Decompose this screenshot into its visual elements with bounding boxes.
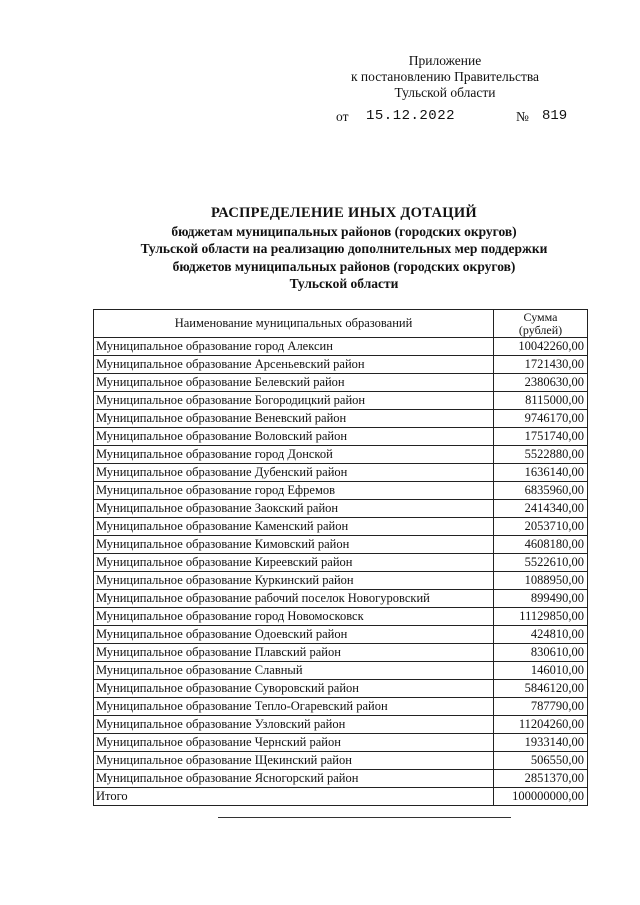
table-row [94, 374, 588, 392]
title-line-2: бюджетам муниципальных районов (городских округов) [171, 223, 517, 239]
municipality-name: Муниципальное образование Одоевский район [94, 626, 494, 644]
subsidy-amount: 8115000,00 [494, 392, 588, 410]
table-row [94, 338, 588, 356]
total-amount: 100000000,00 [494, 788, 588, 806]
title-line-4: бюджетов муниципальных районов (городских округов) [172, 258, 516, 274]
number-sign: № [516, 109, 529, 124]
municipality-name: Муниципальное образование Славный [94, 662, 494, 680]
municipality-name: Муниципальное образование Заокский район [94, 500, 494, 518]
end-divider [218, 817, 511, 818]
municipality-name: Муниципальное образование город Ефремов [94, 482, 494, 500]
subsidy-amount: 1088950,00 [494, 572, 588, 590]
municipality-name: Муниципальное образование Суворовский район [94, 680, 494, 698]
title-line-3: Тульской области на реализацию дополнительных мер поддержки [140, 241, 548, 257]
subsidy-amount: 10042260,00 [494, 338, 588, 356]
municipality-name: Муниципальное образование Тепло-Огаревский район [94, 698, 494, 716]
table-body [94, 338, 588, 788]
decree-number: 819 [542, 108, 568, 124]
decree-reference [336, 108, 576, 126]
municipality-name: Муниципальное образование Плавский район [94, 644, 494, 662]
table-row [94, 356, 588, 374]
municipality-name: Муниципальное образование Чернский район [94, 734, 494, 752]
appendix-ref: к постановлению Правительства [350, 69, 540, 84]
subsidy-amount: 830610,00 [494, 644, 588, 662]
municipality-name: Муниципальное образование Воловский район [94, 428, 494, 446]
table-header-row [94, 310, 588, 338]
subsidy-amount: 146010,00 [494, 662, 588, 680]
municipality-name: Муниципальное образование Куркинский район [94, 572, 494, 590]
table-row [94, 590, 588, 608]
appendix-title: Приложение [408, 53, 482, 68]
table-row [94, 554, 588, 572]
municipality-name: Муниципальное образование Ясногорский район [94, 770, 494, 788]
table-row [94, 626, 588, 644]
municipality-name: Муниципальное образование рабочий поселок Новогуровский [94, 590, 494, 608]
table-row [94, 608, 588, 626]
municipality-name: Муниципальное образование город Донской [94, 446, 494, 464]
header-name: Наименование муниципальных образований [94, 310, 494, 338]
table-row [94, 716, 588, 734]
municipality-name: Муниципальное образование город Новомосковск [94, 608, 494, 626]
table-row [94, 446, 588, 464]
total-label: Итого [94, 788, 494, 806]
appendix-block [330, 53, 560, 101]
table-row [94, 752, 588, 770]
subsidy-amount: 5522610,00 [494, 554, 588, 572]
title-main: РАСПРЕДЕЛЕНИЕ ИНЫХ ДОТАЦИЙ [210, 205, 478, 221]
table-row [94, 698, 588, 716]
subsidy-amount: 1751740,00 [494, 428, 588, 446]
subsidy-amount: 2414340,00 [494, 500, 588, 518]
table-row [94, 428, 588, 446]
municipality-name: Муниципальное образование Белевский район [94, 374, 494, 392]
table-row [94, 410, 588, 428]
subsidy-amount: 899490,00 [494, 590, 588, 608]
subsidy-amount: 5522880,00 [494, 446, 588, 464]
table-row [94, 392, 588, 410]
table-row [94, 500, 588, 518]
municipality-name: Муниципальное образование город Алексин [94, 338, 494, 356]
subsidy-amount: 11204260,00 [494, 716, 588, 734]
subsidy-amount: 4608180,00 [494, 536, 588, 554]
municipality-name: Муниципальное образование Арсеньевский район [94, 356, 494, 374]
table-row [94, 518, 588, 536]
date-prefix: от [336, 109, 349, 124]
table-row [94, 734, 588, 752]
table-row [94, 644, 588, 662]
table-row [94, 536, 588, 554]
subsidy-amount: 1636140,00 [494, 464, 588, 482]
appendix-region: Тульской области [394, 85, 496, 100]
table-row [94, 572, 588, 590]
subsidy-amount: 2053710,00 [494, 518, 588, 536]
table-row [94, 680, 588, 698]
total-row [94, 788, 588, 806]
subsidy-amount: 11129850,00 [494, 608, 588, 626]
municipality-name: Муниципальное образование Дубенский район [94, 464, 494, 482]
municipality-name: Муниципальное образование Узловский район [94, 716, 494, 734]
subsidy-amount: 2380630,00 [494, 374, 588, 392]
subsidy-amount: 424810,00 [494, 626, 588, 644]
subsidy-amount: 1933140,00 [494, 734, 588, 752]
subsidy-amount: 5846120,00 [494, 680, 588, 698]
header-amount-line1: Сумма [523, 309, 558, 324]
subsidy-amount: 9746170,00 [494, 410, 588, 428]
title-line-5: Тульской области [289, 276, 399, 292]
table-row [94, 662, 588, 680]
subsidy-amount: 506550,00 [494, 752, 588, 770]
table-row [94, 464, 588, 482]
table-row [94, 770, 588, 788]
distribution-table [93, 309, 588, 806]
municipality-name: Муниципальное образование Кимовский район [94, 536, 494, 554]
municipality-name: Муниципальное образование Каменский район [94, 518, 494, 536]
decree-date: 15.12.2022 [366, 108, 456, 124]
subsidy-amount: 6835960,00 [494, 482, 588, 500]
municipality-name: Муниципальное образование Щекинский район [94, 752, 494, 770]
header-amount [494, 310, 588, 338]
subsidy-amount: 2851370,00 [494, 770, 588, 788]
subsidy-amount: 1721430,00 [494, 356, 588, 374]
municipality-name: Муниципальное образование Веневский район [94, 410, 494, 428]
municipality-name: Муниципальное образование Киреевский район [94, 554, 494, 572]
subsidy-amount: 787790,00 [494, 698, 588, 716]
document-title [80, 205, 608, 293]
header-amount-line2: (рублей) [518, 322, 563, 337]
table-row [94, 482, 588, 500]
municipality-name: Муниципальное образование Богородицкий район [94, 392, 494, 410]
